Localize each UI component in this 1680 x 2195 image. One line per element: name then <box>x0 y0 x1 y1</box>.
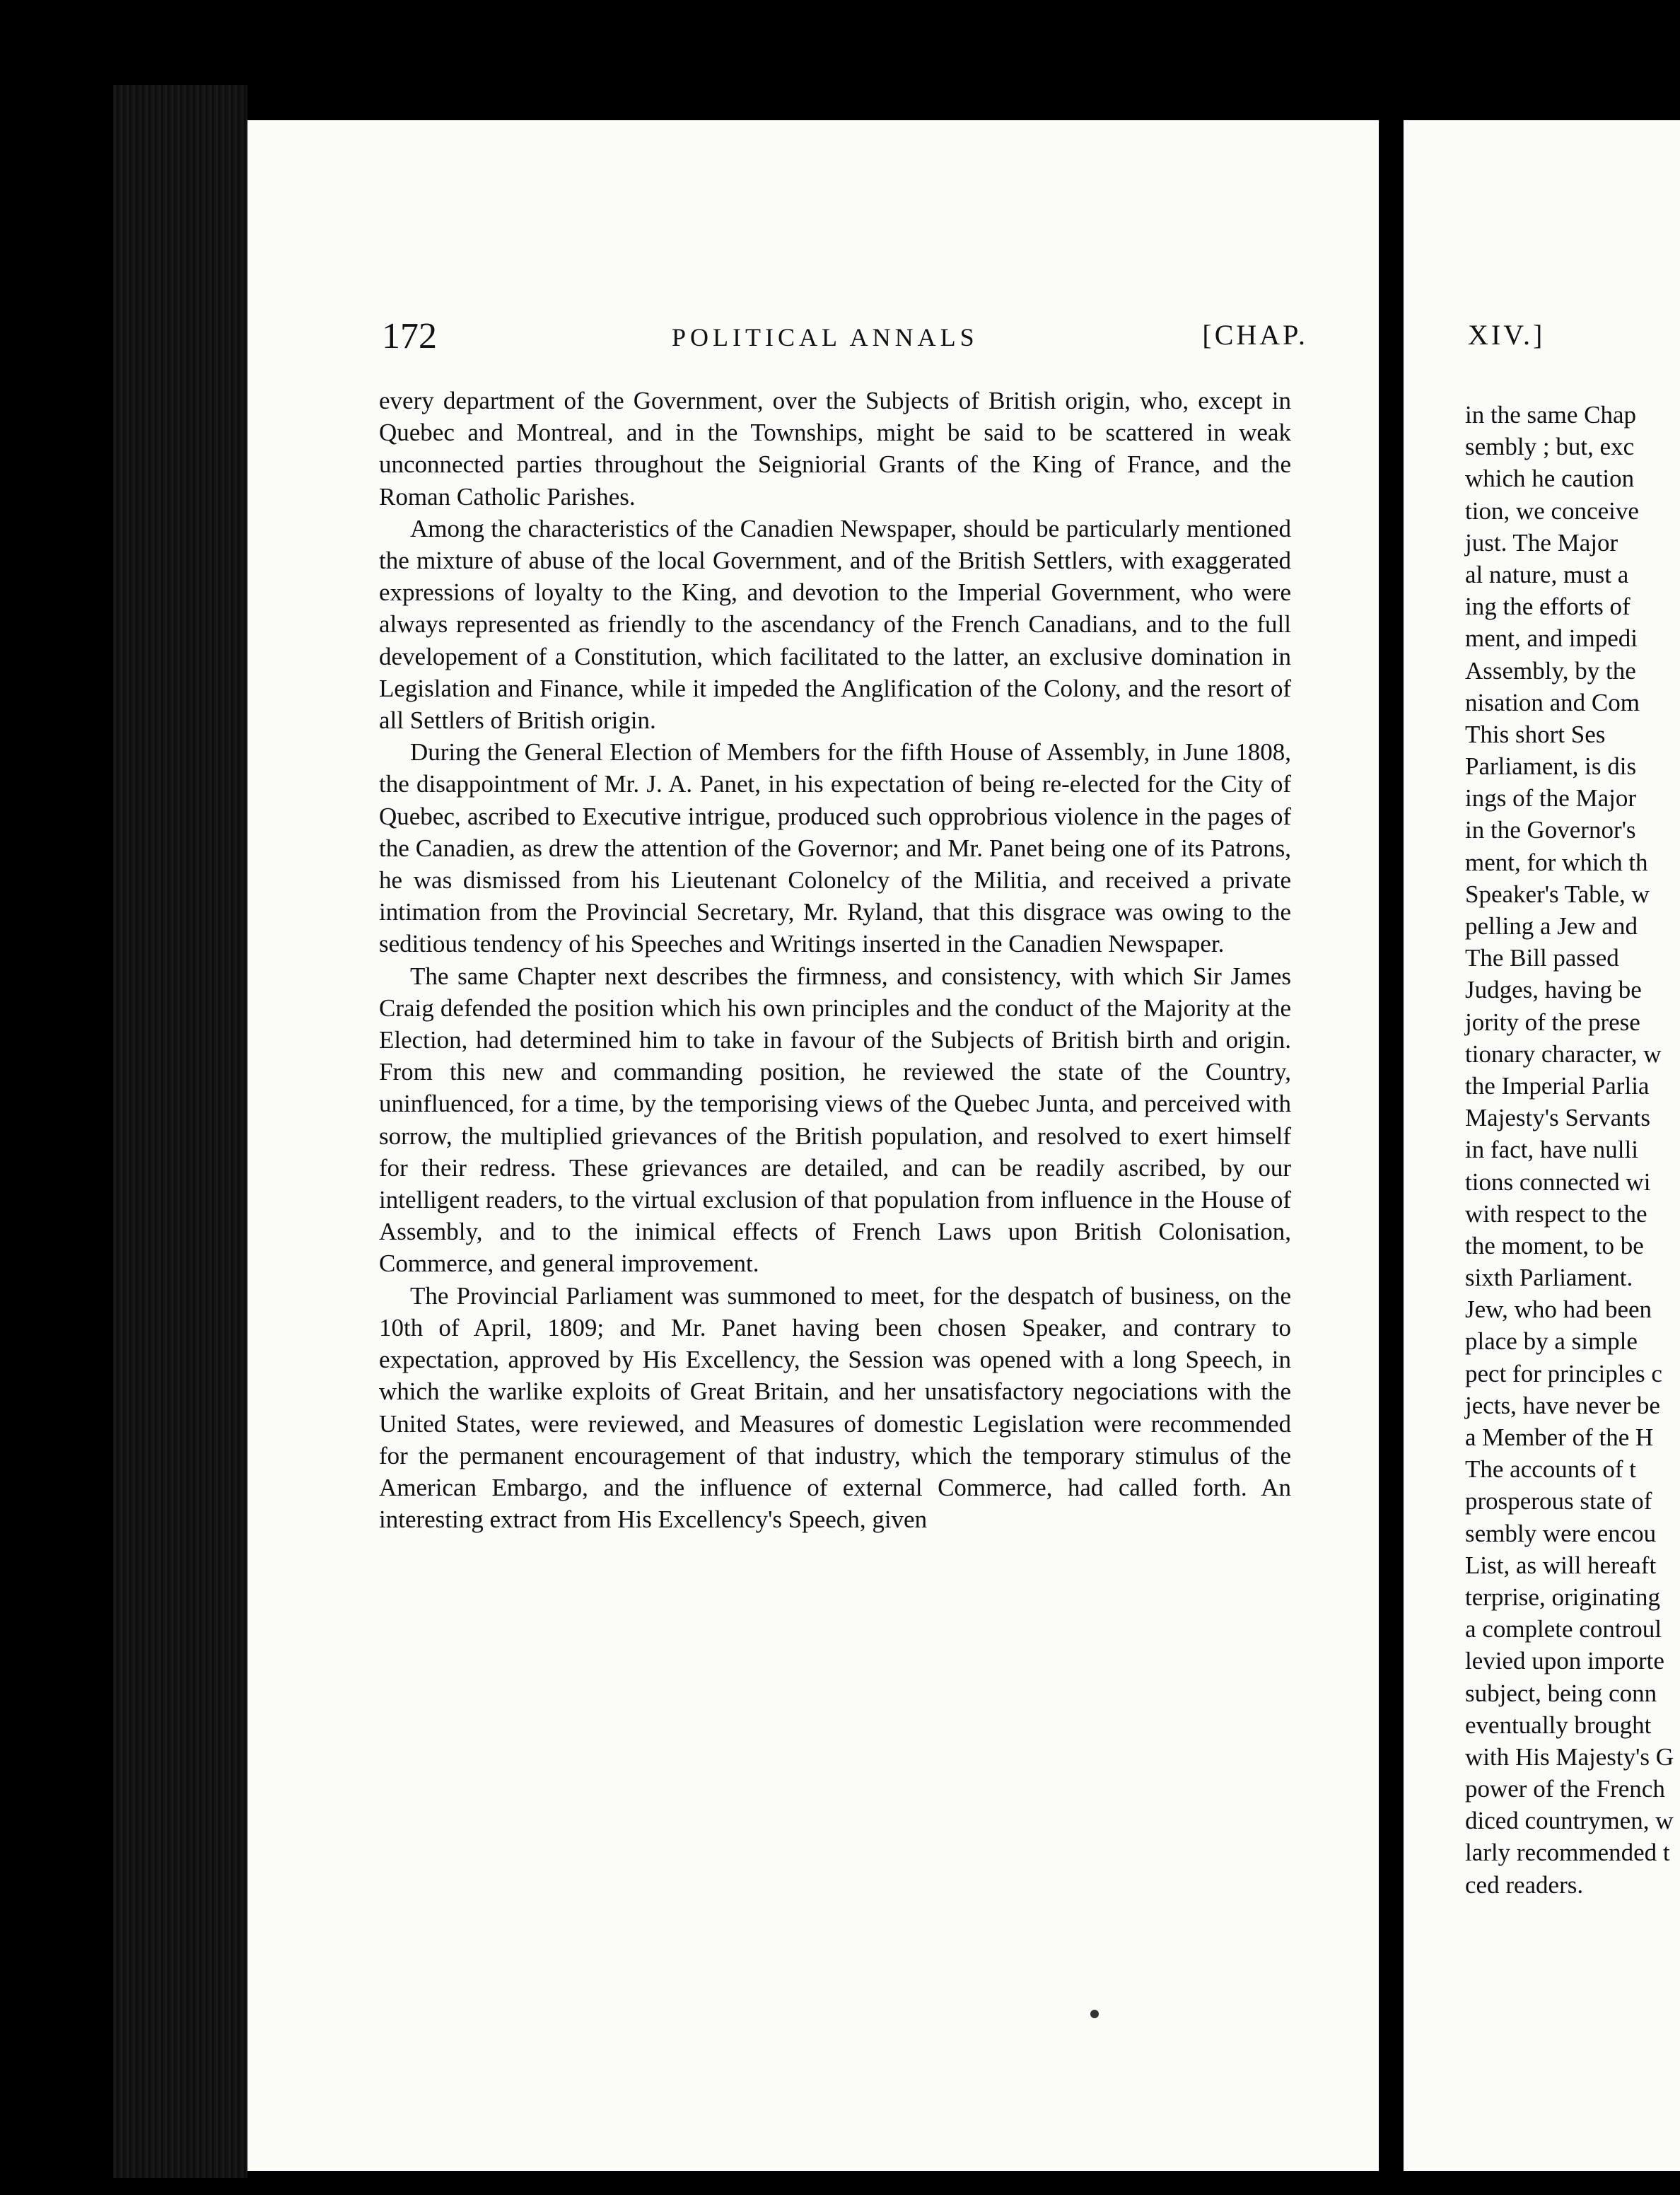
paragraph-1: every department of the Government, over the Subjects of British origin, who, except in Quebec and Montreal, and in the Townships, might be said to be scattered in weak unconnected parties throughout the Seigniorial Grants of the King of France, and the Roman Catholic Parishes. <box>379 387 1291 511</box>
left-page-header <box>375 315 1308 365</box>
paragraph-5: The Provincial Parliament was summoned to meet, for the despatch of business, on the 10th of April, 1809; and Mr. Panet having been chosen Speaker, and contrary to expectation, approved by His Excellency, the Session was opened with a long Speech, in which the warlike exploits of Great Britain, and her unsatisfactory negociations with the United States, were reviewed, and Measures of domestic Legislation were recommended for the permanent encouragement of that industry, which the temporary stimulus of the American Embargo, and the influence of external Commerce, had called forth. An interesting extract from His Excellency's Speech, given <box>379 1281 1291 1534</box>
right-page-line: tionary character, w <box>1465 1040 1662 1068</box>
right-page-line: with respect to the <box>1465 1199 1647 1228</box>
right-page-line: Jew, who had been <box>1465 1296 1652 1324</box>
right-page-line: List, as will hereaft <box>1465 1551 1657 1579</box>
paragraph-4: The same Chapter next describes the firmness, and consistency, with which Sir James Craig defended the position which his own principles and the conduct of the Majority at the Election, had determined him to take in favour of the Subjects of British birth and origin. From this new and commanding position, he reviewed the state of the Country, uninfluenced, for a time, by the temporising views of the Quebec Junta, and perceived with sorrow, the multiplied grievances of the British population, and resolved to exert himself for their redress. These grievances are detailed, and can be readily ascribed, by our intelligent readers, to the virtual exclusion of that population from influence in the House of Assembly, and to the inimical effects of French Laws upon British Colonisation, Commerce, and general improvement. <box>379 962 1291 1278</box>
right-page-line: diced countrymen, w <box>1465 1807 1674 1835</box>
right-page-line: sembly were encou <box>1465 1519 1657 1547</box>
right-page-line: in the Governor's <box>1465 816 1636 844</box>
right-page-line: Majesty's Servants <box>1465 1104 1650 1132</box>
right-page-line: sembly ; but, exc <box>1465 433 1635 461</box>
right-page-line: which he caution <box>1465 465 1635 493</box>
right-page-line: jority of the prese <box>1465 1008 1640 1036</box>
right-page-line: nisation and Com <box>1465 688 1640 716</box>
right-page-chapter-mark: XIV.] <box>1468 319 1546 351</box>
right-page-line: jects, have never be <box>1465 1391 1660 1419</box>
right-page-line: place by a simple <box>1465 1327 1638 1356</box>
right-page-line: This short Ses <box>1465 720 1606 748</box>
right-page-line: ment, for which th <box>1465 848 1648 876</box>
paragraph-3: During the General Election of Members for the fifth House of Assembly, in June 1808, the disappointment of Mr. J. A. Panet, in his expectation of being re-elected for the City of Quebec, ascribed to Executive intrigue, produced such opprobrious violence in the pages of the Canadien, as drew the attention of the Governor; and Mr. Panet being one of its Patrons, he was dismissed from his Lieutenant Colonelcy of the Militia, and received a private intimation from the Provincial Secretary, Mr. Ryland, that this disgrace was owing to the seditious tendency of his Speeches and Writings inserted in the Canadien Newspaper. <box>379 738 1291 958</box>
right-page-line: tion, we conceive <box>1465 496 1639 525</box>
right-page-line: sixth Parliament. <box>1465 1264 1633 1292</box>
right-page-line: power of the French <box>1465 1775 1665 1803</box>
right-page-line: ings of the Major <box>1465 784 1637 813</box>
right-page-line: levied upon importe <box>1465 1647 1664 1675</box>
running-title: POLITICAL ANNALS <box>672 323 979 351</box>
right-page-line: pelling a Jew and <box>1465 912 1638 940</box>
chapter-mark: [CHAP. <box>1202 319 1308 351</box>
right-page-line: in the same Chap <box>1465 401 1637 429</box>
right-page-line: subject, being conn <box>1465 1679 1657 1707</box>
right-page-line: Parliament, is dis <box>1465 752 1637 781</box>
right-page-line: pect for principles c <box>1465 1359 1662 1387</box>
right-page-line: Speaker's Table, w <box>1465 880 1650 908</box>
right-page-line: terprise, originating <box>1465 1583 1661 1611</box>
right-page-line: tions connected wi <box>1465 1168 1651 1196</box>
book-gutter <box>1379 113 1404 2178</box>
right-page-line: The Bill passed <box>1465 944 1619 972</box>
right-page-line: The accounts of t <box>1465 1455 1636 1484</box>
right-page-line: the Imperial Parlia <box>1465 1071 1650 1100</box>
right-page-line: Judges, having be <box>1465 976 1642 1004</box>
right-page-clip <box>1404 120 1680 2171</box>
right-page-line: eventually brought <box>1465 1711 1652 1739</box>
right-page-line: ced readers. <box>1465 1870 1584 1899</box>
right-page-line: a complete controul <box>1465 1615 1662 1643</box>
ink-speck <box>1090 2010 1099 2018</box>
right-page-line: prosperous state of <box>1465 1487 1652 1515</box>
right-page-line: ment, and impedi <box>1465 624 1638 653</box>
right-page-line: larly recommended t <box>1465 1839 1670 1867</box>
right-page-line: al nature, must a <box>1465 560 1629 588</box>
right-page-line: in fact, have nulli <box>1465 1136 1638 1164</box>
right-page-body <box>1465 399 1680 1901</box>
right-page-line: Assembly, by the <box>1465 656 1636 685</box>
right-page-line: ing the efforts of <box>1465 593 1631 621</box>
left-page-body <box>379 385 1291 1535</box>
right-page-line: a Member of the H <box>1465 1423 1654 1451</box>
page-number: 172 <box>382 316 437 356</box>
right-page-line: the moment, to be <box>1465 1231 1644 1259</box>
right-page-line: just. The Major <box>1465 528 1618 557</box>
right-page-line: with His Majesty's G <box>1465 1742 1674 1771</box>
paragraph-2: Among the characteristics of the Canadien Newspaper, should be particularly mentioned the mixture of abuse of the local Government, and of the British Settlers, with exaggerated expressions of loyalty to the King, and devotion to the Imperial Government, who were always represented as friendly to the ascendancy of the French Canadians, and to the full developement of a Constitution, which facilitated to the latter, an exclusive domination in Legislation and Finance, while it impeded the Anglification of the Colony, and the resort of all Settlers of British origin. <box>379 514 1291 735</box>
book-page-edge <box>113 85 247 2178</box>
